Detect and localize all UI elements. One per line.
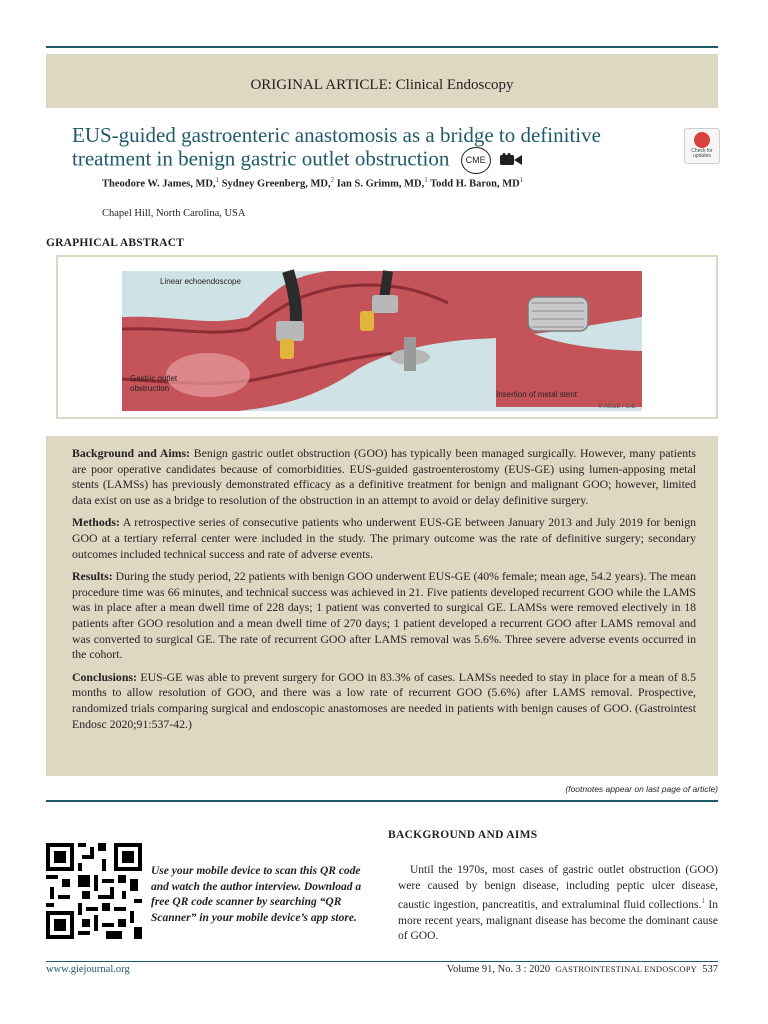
top-rule — [46, 46, 718, 48]
abstract-paragraph: Benign gastric outlet obstruction (GOO) has typically been managed surgically. However, many patients are poor operative candidates because of comorbidities. EUS-guided gastroenterostomy (EUS-GE) using lumen-apposing metal stents (LAMSs) has previously demonstrated efficacy as a definitive treatment for benign and malignant GOO; however, limited data exist on use as a bridge to resolution of the obstruction in an attempt to avoid or delay definitive surgery. — [72, 446, 697, 507]
check-for-updates-badge[interactable] — [684, 128, 720, 164]
abstract-label: Conclusions: — [72, 669, 137, 684]
author-list — [102, 176, 702, 190]
page-footer — [400, 964, 718, 975]
qr-instructions: Use your mobile device to scan this QR code and watch the author interview. Download a free QR code scanner by searching “QR Scanner” in your mobile device’s app store. — [151, 865, 362, 924]
author-name: Sydney Greenberg, MD, — [221, 178, 331, 190]
abstract-text — [72, 446, 696, 739]
abstract-paragraph: A retrospective series of consecutive patients who underwent EUS-GE between January 2013 and July 2019 for benign GOO at a tertiary referral center were included in the study. The primary outcome was the rate of definitive surgery; secondary outcomes included technical success and rate of adverse events. — [72, 515, 696, 561]
body-text-part: Until the 1970s, most cases of gastric outlet obstruction (GOO) were caused by benign disease, including peptic ulcer disease, caustic ingestion, pancreatitis, and extraluminal fluid collections. — [398, 864, 718, 912]
section-heading: BACKGROUND AND AIMS — [388, 829, 538, 841]
check-updates-line2: updates — [693, 153, 711, 159]
label-echoendoscope: Linear echoendoscope — [160, 277, 241, 286]
author-affiliation-ref[interactable]: 1 — [519, 176, 524, 184]
author-affiliation-ref[interactable]: 2 — [330, 176, 335, 184]
cme-badge[interactable]: CME — [461, 147, 491, 174]
check-updates-line1: Check for — [691, 148, 713, 154]
author-affiliation-ref[interactable]: 1 — [424, 176, 428, 184]
graphical-abstract-illustration — [58, 257, 716, 417]
author-name: Todd H. Baron, MD — [430, 178, 520, 190]
label-copyright: © ASGE / GIE — [598, 404, 636, 410]
body-text-part: In more recent years, malignant disease has become the dominant cause of GOO. — [398, 899, 718, 943]
abstract-methods — [72, 515, 696, 562]
qr-code[interactable] — [46, 843, 142, 939]
label-stent: Insertion of metal stent — [496, 390, 577, 399]
graphical-abstract-heading: GRAPHICAL ABSTRACT — [46, 237, 185, 249]
abstract-label: Results: — [72, 569, 113, 584]
author-name: Theodore W. James, MD, — [102, 178, 216, 190]
video-camera-icon[interactable] — [500, 149, 522, 172]
footer-rule — [46, 961, 718, 962]
article-type: ORIGINAL ARTICLE: Clinical Endoscopy — [250, 77, 514, 93]
abstract-results — [72, 569, 696, 663]
label-goo-line2: obstruction — [130, 384, 170, 393]
article-title — [72, 124, 662, 174]
abstract-paragraph: During the study period, 22 patients with benign GOO underwent EUS-GE (40% female; mean age, 54.2 years). The mean procedure time was 66 minutes, and technical success was achieved in 21. Five patients developed recurrent GOO while the LAMS was in place after a mean dwell time of 228 days; 1 patient was converted to surgical GE. LAMSs were removed electively in 18 patients after GOO resolution and a mean dwell time of 270 days; 1 patient developed a recurrent GOO after LAMS removal and was converted to surgical GE. The rate of recurrent GOO after LAMS removal was 5.6%. Three severe adverse events occurred in the cohort. — [72, 569, 696, 662]
footnote-note: (footnotes appear on last page of article) — [565, 784, 718, 794]
abstract-conclusions — [72, 670, 696, 732]
abstract-background — [72, 446, 696, 508]
author-name: Ian S. Grimm, MD, — [336, 178, 425, 190]
volume-info: Volume 91, No. 3 : 2020 — [446, 964, 551, 975]
abstract-label: Methods: — [72, 515, 120, 530]
body-paragraph — [398, 863, 718, 945]
bookmark-icon — [694, 132, 710, 148]
abstract-paragraph: EUS-GE was able to prevent surgery for GOO in 83.3% of cases. LAMSs needed to stay in place for a mean of 8.5 months to allow resolution of GOO, and there was a low rate of recurrent GOO (5.6%) after LAMS removal. Prospective, randomized trials comparing surgical and endoscopic anastomoses are needed in patients with benign causes of GOO. (Gastrointest Endosc 2020;91:537-42.) — [72, 669, 697, 731]
abstract-label: Background and Aims: — [72, 446, 190, 460]
section-rule — [46, 800, 718, 802]
journal-name: GASTROINTESTINAL ENDOSCOPY — [555, 964, 697, 974]
citation-ref[interactable]: 1 — [701, 897, 705, 906]
journal-website-link[interactable]: www.giejournal.org — [46, 964, 130, 975]
affiliation: Chapel Hill, North Carolina, USA — [102, 208, 246, 219]
title-text: EUS-guided gastroenteric anastomosis as a bridge to definitive treatment in benign gastric outlet obstruction — [72, 123, 601, 171]
graphical-abstract-figure — [56, 255, 718, 419]
author-affiliation-ref[interactable]: 1 — [215, 176, 220, 184]
qr-code-icon — [46, 843, 142, 939]
page-number: 537 — [702, 964, 718, 975]
label-goo-line1: Gastric outlet — [130, 374, 178, 383]
